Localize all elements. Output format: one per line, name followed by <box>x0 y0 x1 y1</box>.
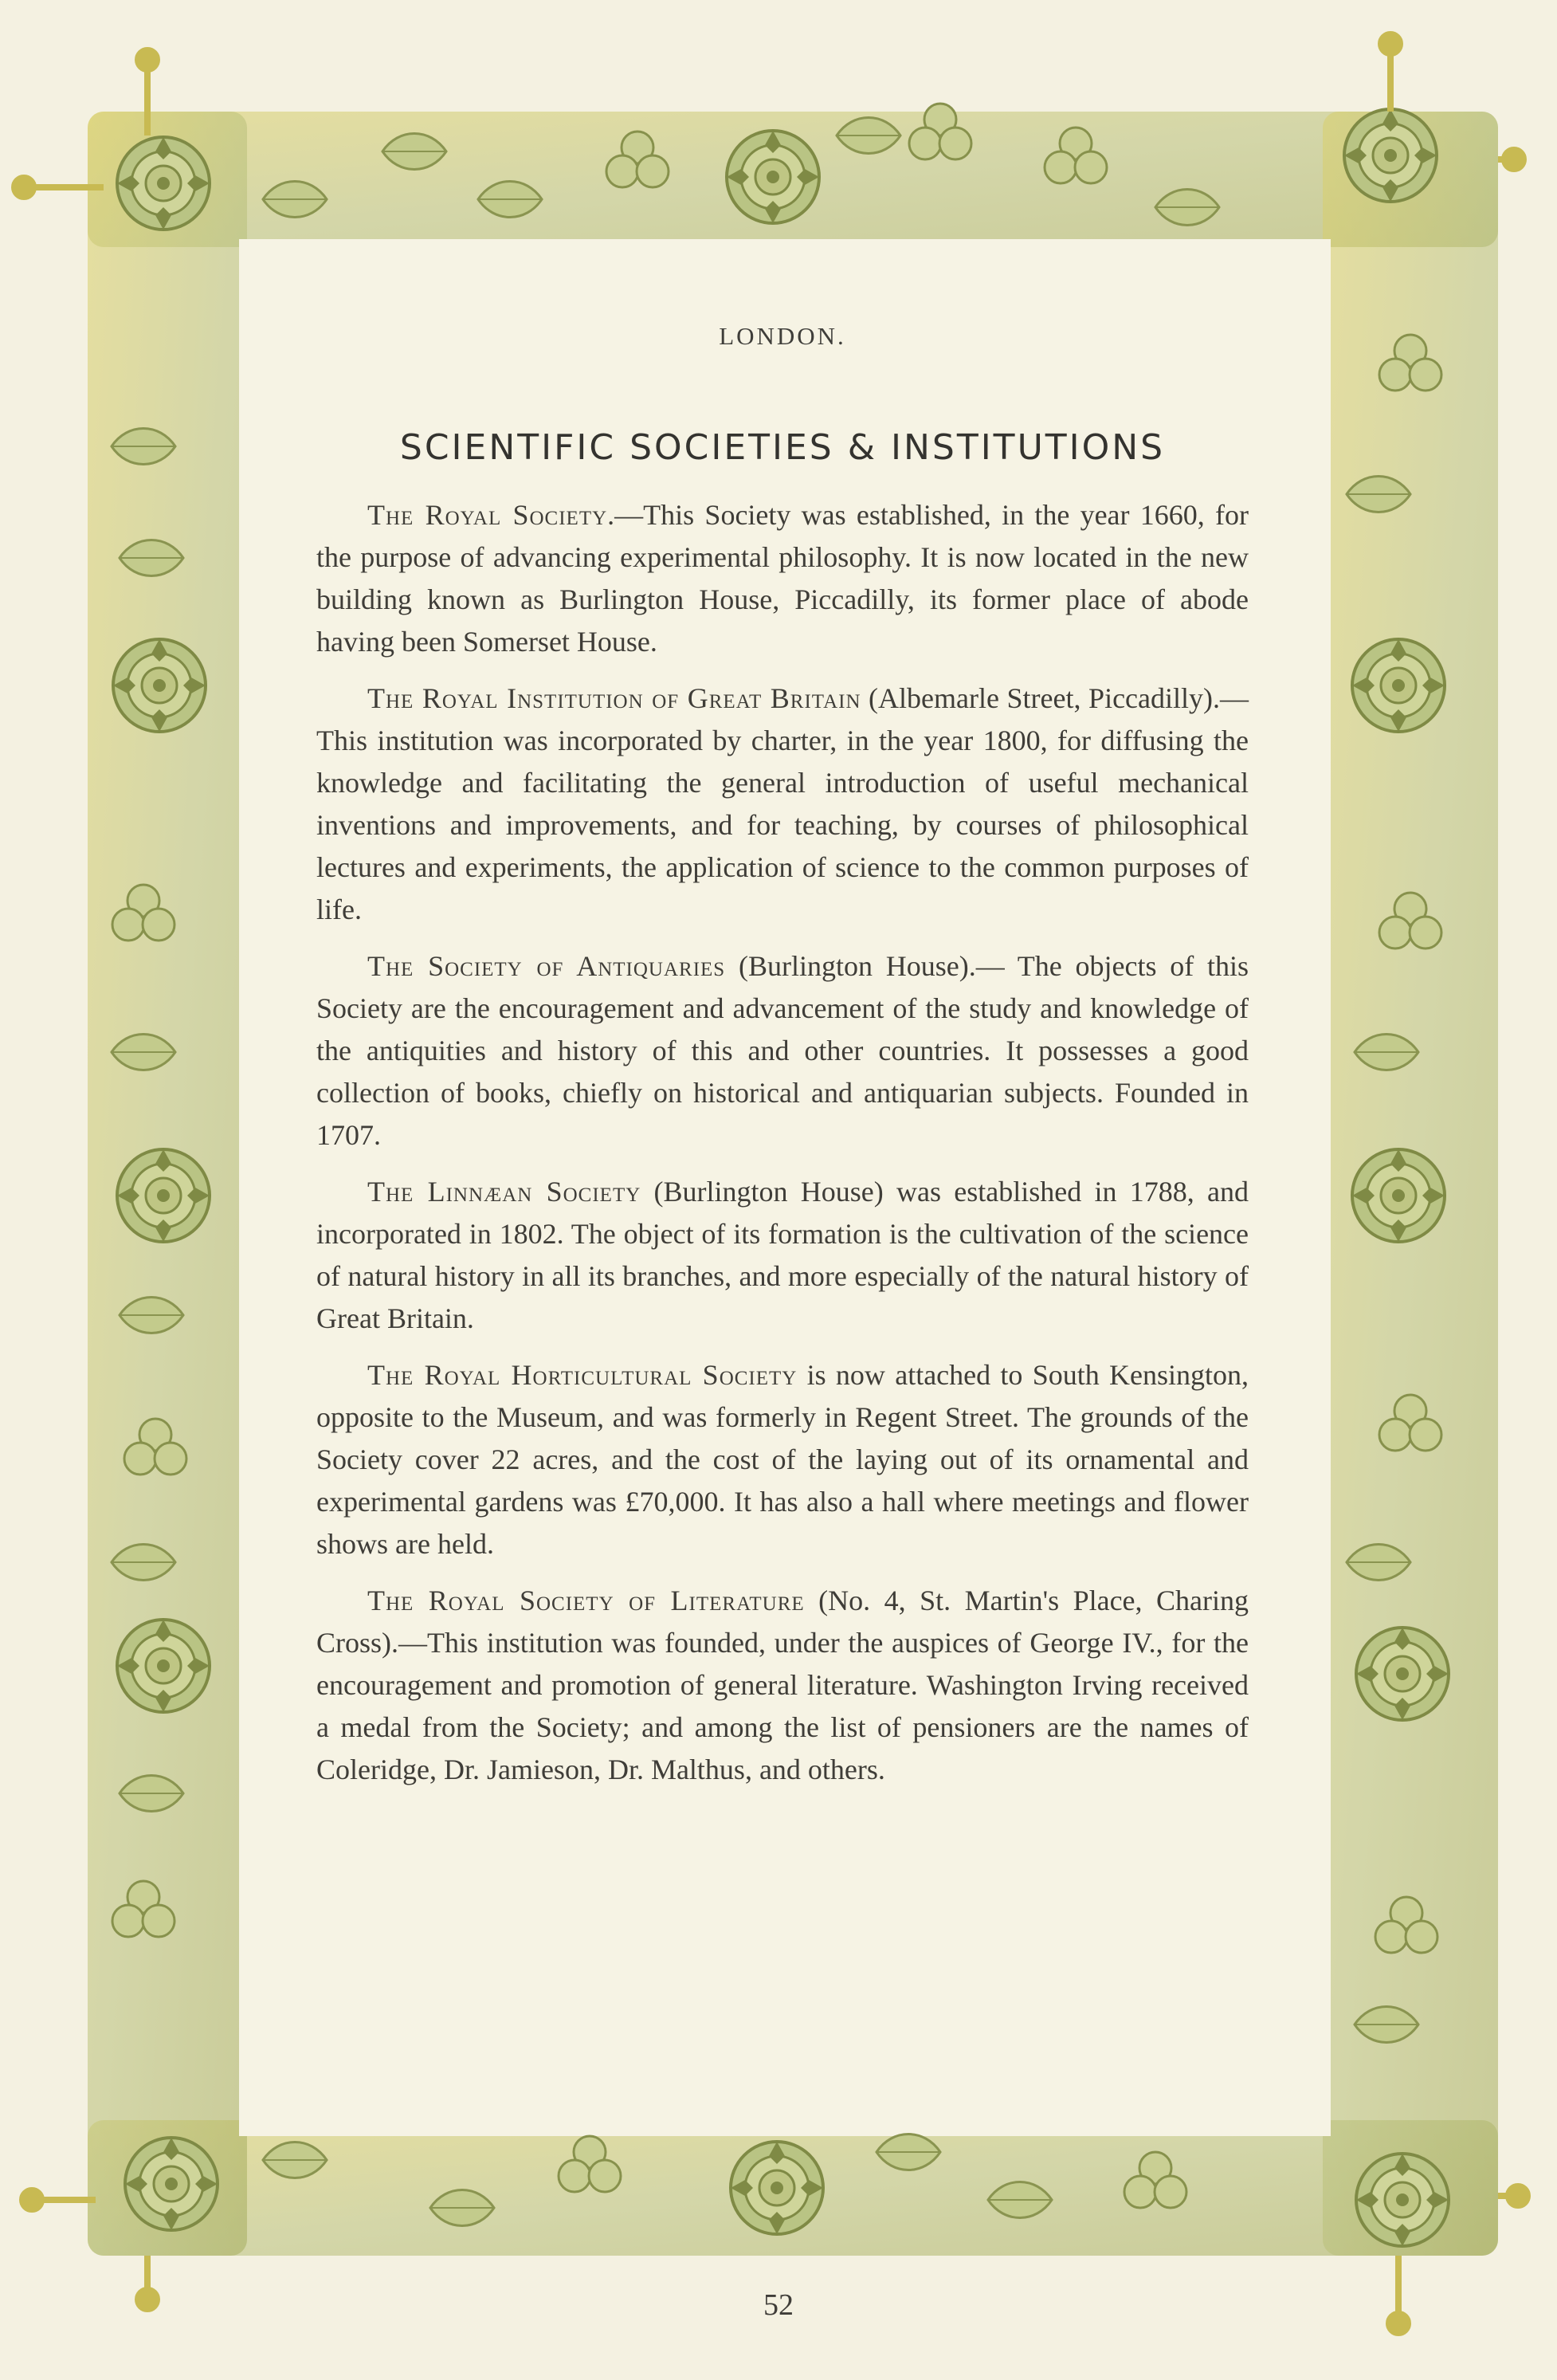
entry-text: (Albemarle Street, Piccadilly).—This institution was incorporated by charter, in the year 1800, for diffusing the knowledge and facilitating the general introduction of useful mechanical inventions and improvements, and for teaching, by courses of philosophical lectures and experiments, the application of science to the common purposes of life. <box>316 682 1249 925</box>
entry-text: (No. 4, St. Martin's Place, Charing Cross).—This institution was founded, under the auspices of George IV., for the encouragement and promotion of general literature. Washington Irving received a medal from the Society; and among the list of pensioners are the names of Coleridge, Dr. Jamieson, Dr. Malthus, and others. <box>316 1585 1249 1785</box>
entry-name: The Royal Society of Literature <box>367 1585 805 1616</box>
entry-text: (Burlington House) was established in 1788, and incorporated in 1802. The object of its formation is the cultivation of the science of natural history in all its branches, and more especially of the natural history of Great Britain. <box>316 1176 1249 1334</box>
entry-name: The Royal Institution of Great Britain <box>367 682 861 714</box>
entry-royal-horticultural-society <box>316 1354 1249 1565</box>
entry-text: is now attached to South Kensington, opposite to the Museum, and was formerly in Regent Street. The grounds of the Society cover 22 acres, and the cost of the laying out of its ornamental and experimental gardens was £70,000. It has also a hall where meetings and flower shows are held. <box>316 1359 1249 1560</box>
entry-royal-society-of-literature <box>316 1580 1249 1791</box>
entries-list <box>316 494 1249 1805</box>
text-block <box>312 239 1253 2120</box>
entry-society-of-antiquaries <box>316 945 1249 1157</box>
entry-name: The Society of Antiquaries <box>367 950 726 982</box>
running-head: LONDON. <box>719 322 846 350</box>
entry-royal-society <box>316 494 1249 663</box>
entry-name: The Royal Horticultural Society <box>367 1359 798 1391</box>
entry-name: The Linnæan Society <box>367 1176 641 1208</box>
entry-text: (Burlington House).— The objects of this Society are the encouragement and advancement of the study and knowledge of the antiquities and history of this and other countries. It possesses a good collection of books, chiefly on historical and antiquarian subjects. Founded in 1707. <box>316 950 1249 1151</box>
entry-linnaean-society <box>316 1171 1249 1340</box>
entry-name: The Royal Society <box>367 499 608 531</box>
page-number: 52 <box>763 2288 794 2322</box>
entry-text: .—This Society was established, in the year 1660, for the purpose of advancing experimental philosophy. It is now located in the new building known as Burlington House, Piccadilly, its former place of abode having been Somerset House. <box>316 499 1249 658</box>
entry-royal-institution <box>316 677 1249 931</box>
page-title: SCIENTIFIC SOCIETIES & INSTITUTIONS <box>399 427 1166 468</box>
